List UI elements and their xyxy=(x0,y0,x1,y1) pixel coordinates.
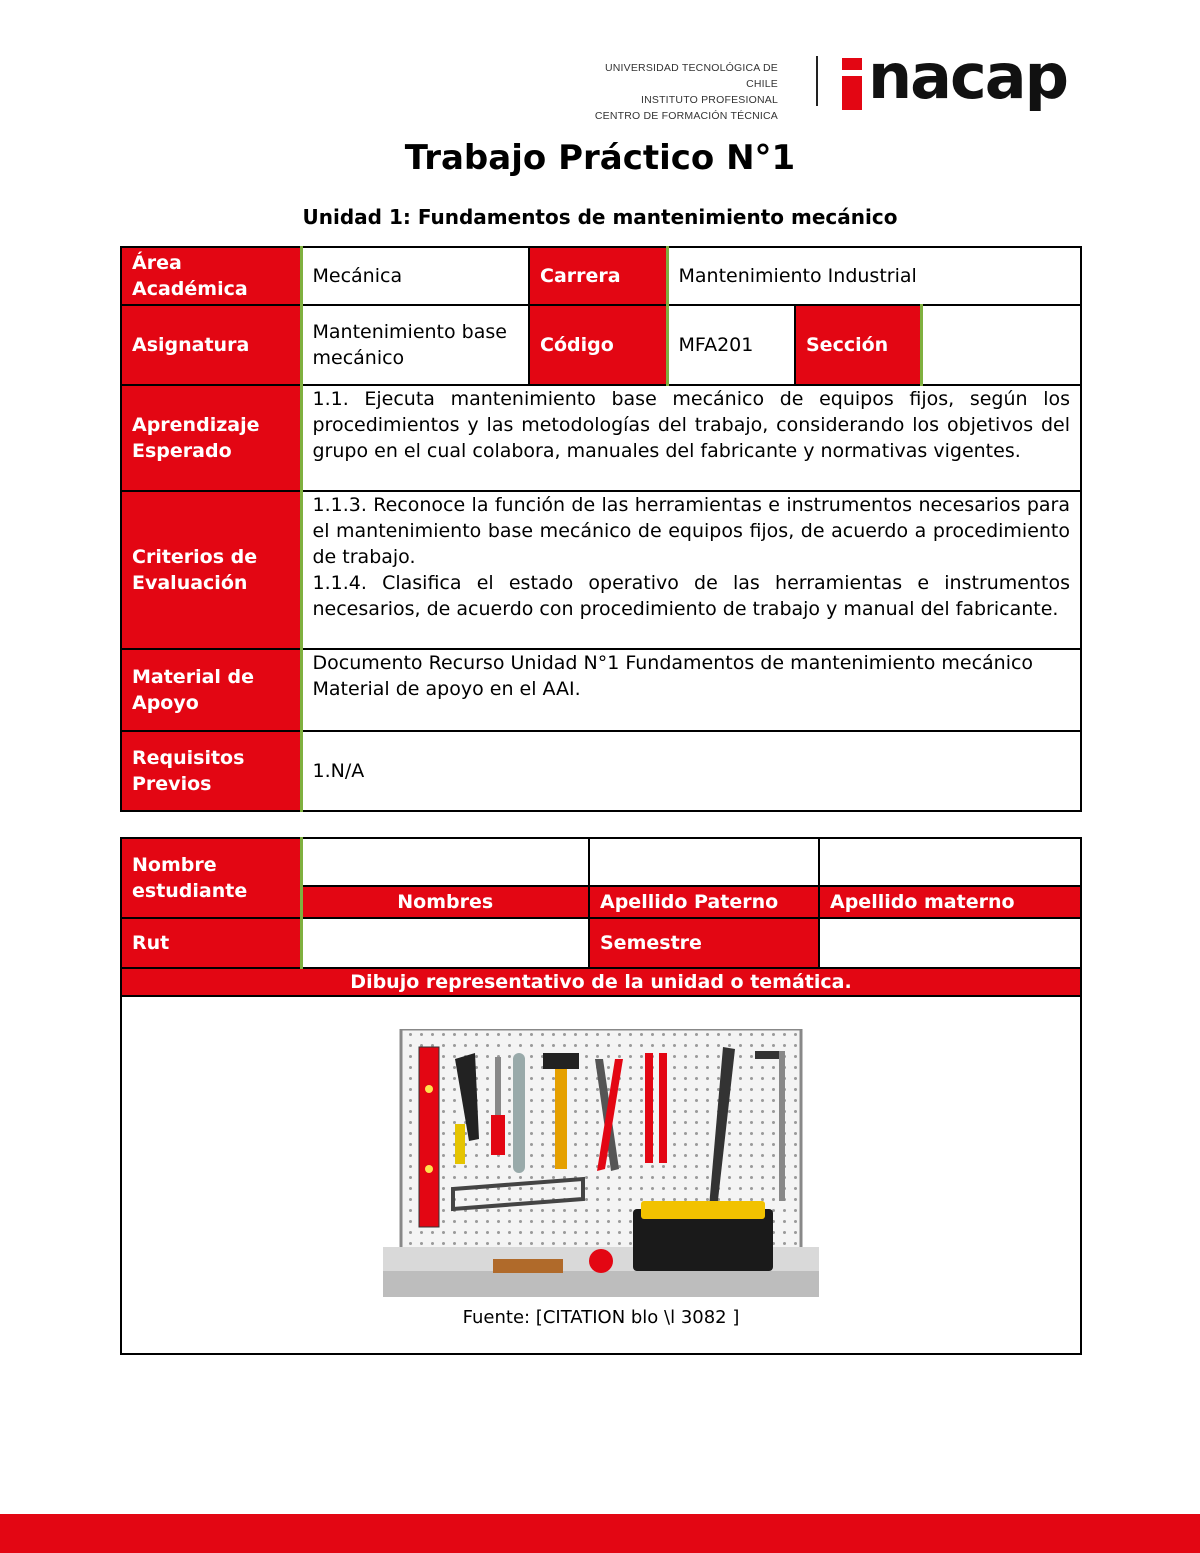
material-value xyxy=(301,649,1081,731)
footer-bar xyxy=(0,1514,1200,1553)
material-label: Material de Apoyo xyxy=(121,649,301,731)
aprendizaje-value: 1.1. Ejecuta mantenimiento base mecánico de equipos fijos, según los procedimientos y las metodologías del trabajo, considerando los objetivos del grupo en el cual colabora, manuales del fabricante y normativas vigentes. xyxy=(301,385,1081,491)
student-table xyxy=(120,837,1082,1355)
criterios-value xyxy=(301,491,1081,649)
nombres-input[interactable] xyxy=(301,838,589,886)
table-row xyxy=(121,491,1081,649)
table-row xyxy=(121,968,1081,996)
page-title: Trabajo Práctico N°1 xyxy=(404,138,796,178)
criterios-label: Criterios de Evaluación xyxy=(121,491,301,649)
seccion-value[interactable] xyxy=(921,305,1081,385)
table-row xyxy=(121,731,1081,811)
institution-line: INSTITUTO PROFESIONAL xyxy=(640,94,778,106)
table-row xyxy=(121,385,1081,491)
seccion-label: Sección xyxy=(795,305,921,385)
material-item: Documento Recurso Unidad N°1 Fundamentos de mantenimiento mecánico xyxy=(312,652,1034,674)
page-subtitle: Unidad 1: Fundamentos de mantenimiento mecánico xyxy=(302,205,898,229)
image-source: Fuente: [CITATION blo \l 3082 ] xyxy=(462,1307,740,1328)
table-row xyxy=(121,918,1081,968)
asignatura-label: Asignatura xyxy=(121,305,301,385)
institution-line: UNIVERSIDAD TECNOLÓGICA DE CHILE xyxy=(604,62,778,90)
drawing-header: Dibujo representativo de la unidad o temática. xyxy=(121,968,1081,996)
criterio-item: 1.1.3. Reconoce la función de las herramientas e instrumentos necesarios para el mantenimiento base mecánico de equipos fijos, de acuerdo a procedimiento de trabajo. xyxy=(312,494,1071,568)
inacap-i-mark-icon xyxy=(842,58,862,114)
carrera-value: Mantenimiento Industrial xyxy=(667,247,1081,305)
apellido-paterno-header: Apellido Paterno xyxy=(589,886,819,918)
asignatura-value: Mantenimiento base mecánico xyxy=(301,305,529,385)
tools-pegboard-image xyxy=(383,1029,819,1297)
logo-divider xyxy=(816,56,818,106)
drawing-cell xyxy=(121,996,1081,1354)
semestre-label: Semestre xyxy=(589,918,819,968)
material-item: Material de apoyo en el AAI. xyxy=(312,678,581,700)
criterio-item: 1.1.4. Clasifica el estado operativo de las herramientas e instrumentos necesarios, de acuerdo con procedimiento de trabajo y manual del fabricante. xyxy=(312,572,1071,620)
aprendizaje-label: Aprendizaje Esperado xyxy=(121,385,301,491)
institution-logo xyxy=(580,40,1067,122)
carrera-label: Carrera xyxy=(529,247,667,305)
area-label: Área Académica xyxy=(121,247,301,305)
codigo-value: MFA201 xyxy=(667,305,795,385)
requisitos-value: 1.N/A xyxy=(301,731,1081,811)
area-value: Mecánica xyxy=(301,247,529,305)
semestre-input[interactable] xyxy=(819,918,1081,968)
table-row xyxy=(121,996,1081,1354)
nombre-label: Nombre estudiante xyxy=(121,838,301,918)
table-row xyxy=(121,649,1081,731)
apellido-materno-header: Apellido materno xyxy=(819,886,1081,918)
codigo-label: Código xyxy=(529,305,667,385)
requisitos-label: Requisitos Previos xyxy=(121,731,301,811)
rut-label: Rut xyxy=(121,918,301,968)
logo-wordmark: nacap xyxy=(868,40,1067,113)
table-row xyxy=(121,247,1081,305)
table-row xyxy=(121,838,1081,886)
rut-input[interactable] xyxy=(301,918,589,968)
apellido-paterno-input[interactable] xyxy=(589,838,819,886)
nombres-header: Nombres xyxy=(301,886,589,918)
apellido-materno-input[interactable] xyxy=(819,838,1081,886)
institution-line: CENTRO DE FORMACIÓN TÉCNICA xyxy=(594,110,778,122)
institution-lines xyxy=(580,60,778,124)
table-row xyxy=(121,305,1081,385)
course-info-table xyxy=(120,246,1082,812)
